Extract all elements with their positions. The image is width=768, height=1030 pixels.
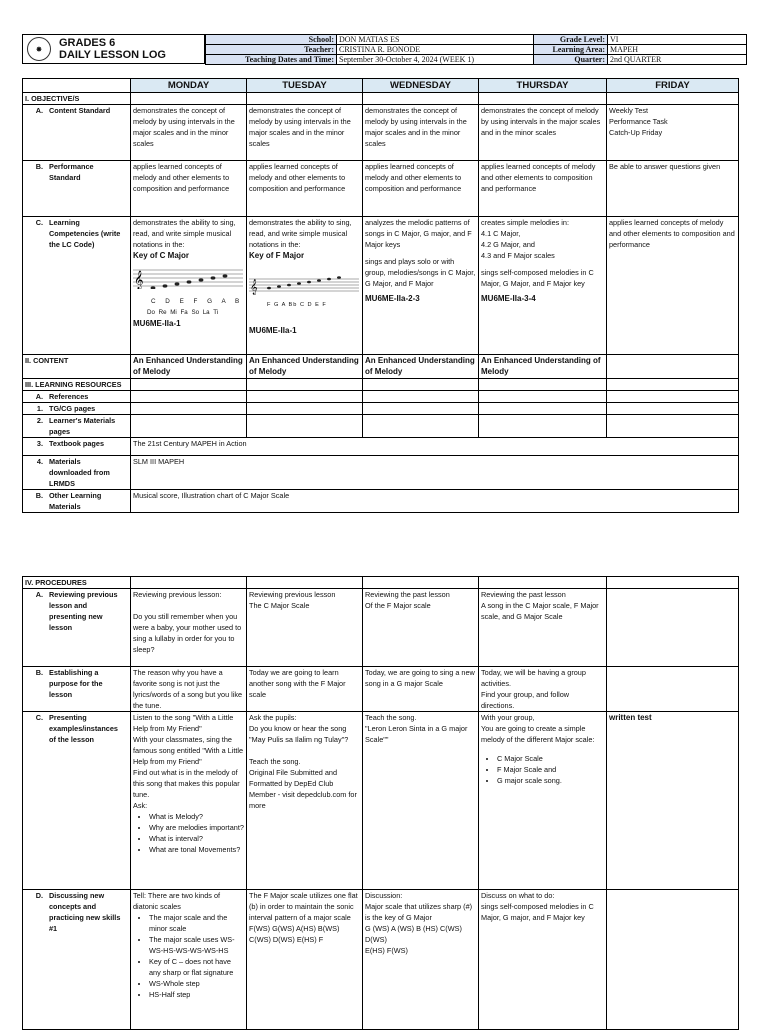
list-item: • The major scale uses WS-WS-HS-WS-WS-WS-HS	[149, 934, 244, 956]
info-table	[205, 34, 747, 65]
header-title-line2: DAILY LESSON LOG	[59, 49, 166, 61]
proc-c-thursday-text: With your group, You are going to create a simple melody of the different Major scale:	[481, 713, 595, 744]
other-materials-value: Musical score, Illustration chart of C Major Scale	[131, 490, 739, 513]
performance-standard-tuesday: applies learned concepts of melody and other elements to composition and performance	[247, 161, 363, 217]
proc-c-monday-text: Listen to the song "With a Little Help from My Friend" With your classmates, sing the famous song entitled "With a Little Help from my Friend" Find out what is in the melody of this song that makes this popular tune. Ask:	[133, 713, 244, 810]
proc-c-label: C. Presenting examples/instances of the lesson	[23, 712, 131, 890]
lesson-table-procedures	[22, 576, 739, 1030]
proc-b-monday: The reason why you have a favorite song is not just the lyrics/words of a song but you like the tune.	[131, 667, 247, 712]
lrmds-materials-value: SLM III MAPEH	[131, 456, 739, 490]
quarter-value: 2nd QUARTER	[608, 55, 747, 65]
competency-thu-text: creates simple melodies in:	[481, 218, 570, 227]
proc-b-tuesday: Today we are going to learn another song with the F Major scale	[247, 667, 363, 712]
proc-c-tuesday: Ask the pupils: Do you know or hear the song "May Pulis sa Ilalim ng Tulay"? Teach the song. Original File Submitted and Formatted by DepEd Club Member - visit depedclub.com for more	[247, 712, 363, 890]
proc-a-tuesday: Reviewing previous lesson The C Major Scale	[247, 589, 363, 667]
c-major-staff-image	[133, 267, 243, 289]
proc-c-thursday	[479, 712, 607, 890]
grade-value: VI	[608, 35, 747, 45]
proc-d-label: D. Discussing new concepts and practicing new skills #1	[23, 890, 131, 1030]
competency-tue-text: demonstrates the ability to sing, read, and write simple musical notations in the:	[249, 218, 352, 249]
competency-thu-text2: sings self-composed melodies in C Major, G Major, and F Major key	[481, 268, 594, 288]
proc-b-wednesday: Today, we are going to sing a new song in a G major Scale	[363, 667, 479, 712]
resources-heading: III. LEARNING RESOURCES	[23, 379, 131, 391]
list-item: • What is interval?	[149, 833, 244, 844]
content-standard-thursday: demonstrates the concept of melody by using intervals in the major scales and in the minor scales	[479, 105, 607, 161]
competencies-friday: applies learned concepts of melody and other elements to composition and performance	[607, 217, 739, 355]
proc-d-monday-list	[133, 912, 244, 1000]
proc-a-thursday: Reviewing the past lesson A song in the C Major scale, F Major scale, and G Major Scale	[479, 589, 607, 667]
content-standard-wednesday: demonstrates the concept of melody by using intervals in the major scales and in the minor scales	[363, 105, 479, 161]
c-major-solfa: Do Re Mi Fa So La Ti	[147, 309, 219, 316]
objectives-heading: I. OBJECTIVE/S	[23, 93, 131, 105]
deped-seal-icon: ✸	[27, 37, 51, 61]
proc-c-thursday-list	[481, 753, 604, 786]
c-major-note-names: C D E F G A B	[151, 298, 244, 305]
references-label: A. References	[23, 391, 131, 403]
proc-c-wednesday: Teach the song. "Leron Leron Sinta in a G major Scale""	[363, 712, 479, 890]
quarter-label: Quarter:	[534, 55, 608, 65]
area-label: Learning Area:	[534, 45, 608, 55]
day-tuesday: TUESDAY	[247, 79, 363, 93]
svg-text:𝄞: 𝄞	[250, 280, 258, 295]
learner-materials-label: 2. Learner's Materials pages	[23, 415, 131, 438]
tg-pages-label: 1. TG/CG pages	[23, 403, 131, 415]
list-item: • G major scale song.	[497, 775, 604, 786]
proc-d-thursday: Discuss on what to do: sings self-composed melodies in C Major, G major, and F Major key	[479, 890, 607, 1030]
competencies-wednesday	[363, 217, 479, 355]
list-item: • Key of C – does not have any sharp or flat signature	[149, 956, 244, 978]
performance-standard-label: B. Performance Standard	[23, 161, 131, 217]
teacher-label: Teacher:	[206, 45, 337, 55]
header-title-line1: GRADES 6	[59, 37, 116, 49]
competency-thu-item: 4.3 and F Major scales	[481, 251, 555, 260]
key-of-c-major-heading: Key of C Major	[133, 251, 190, 260]
lesson-table-top	[22, 78, 739, 513]
content-monday: An Enhanced Understanding of Melody	[131, 355, 247, 379]
list-item: • WS-Whole step	[149, 978, 244, 989]
school-label: School:	[206, 35, 337, 45]
teacher-value: CRISTINA R. BONODE	[337, 45, 534, 55]
proc-a-wednesday: Reviewing the past lesson Of the F Major scale	[363, 589, 479, 667]
header-title	[59, 37, 166, 61]
proc-a-label: A. Reviewing previous lesson and presenting new lesson	[23, 589, 131, 667]
proc-d-wednesday: Discussion: Major scale that utilizes sharp (#) is the key of G Major G (WS) A (WS) B (HS) C(WS) D(WS) E(HS) F(WS)	[363, 890, 479, 1030]
content-wednesday: An Enhanced Understanding of Melody	[363, 355, 479, 379]
list-item: • HS-Half step	[149, 989, 244, 1000]
area-value: MAPEH	[608, 45, 747, 55]
proc-d-tuesday: The F Major scale utilizes one flat (b) in order to maintain the sonic interval pattern of a major scale F(WS) G(WS) A(HS) B(WS) C(WS) D(WS) E(HS) F	[247, 890, 363, 1030]
content-standard-label: A. Content Standard	[23, 105, 131, 161]
competencies-tuesday	[247, 217, 363, 355]
grade-label: Grade Level:	[534, 35, 608, 45]
competencies-thursday	[479, 217, 607, 355]
competency-code-tuesday: MU6ME-IIa-1	[249, 326, 297, 335]
competencies-monday	[131, 217, 247, 355]
proc-b-label: B. Establishing a purpose for the lesson	[23, 667, 131, 712]
list-item: • C Major Scale	[497, 753, 604, 764]
competency-wed-text1: analyzes the melodic patterns of songs in C Major, G major, and F Major keys	[365, 218, 472, 249]
content-standard-friday: Weekly Test Performance Task Catch-Up Friday	[607, 105, 739, 161]
proc-a-monday: Reviewing previous lesson: Do you still remember when you were a baby, your mother used to sing a lullaby in order for you to sleep?	[131, 589, 247, 667]
performance-standard-wednesday: applies learned concepts of melody and other elements to composition and performance	[363, 161, 479, 217]
performance-standard-monday: applies learned concepts of melody and other elements to composition and performance	[131, 161, 247, 217]
list-item: • F Major Scale and	[497, 764, 604, 775]
corner-cell	[23, 79, 131, 93]
list-item: • What are tonal Movements?	[149, 844, 244, 855]
competency-mon-text: demonstrates the ability to sing, read, and write simple musical notations in the:	[133, 218, 236, 249]
proc-c-friday: written test	[607, 712, 739, 890]
school-value: DON MATIAS ES	[337, 35, 534, 45]
f-major-staff-image	[249, 275, 359, 297]
proc-b-thursday: Today, we will be having a group activities. Find your group, and follow directions.	[479, 667, 607, 712]
competency-code-thursday: MU6ME-IIa-3-4	[481, 294, 536, 303]
performance-standard-friday: Be able to answer questions given	[607, 161, 739, 217]
day-wednesday: WEDNESDAY	[363, 79, 479, 93]
competency-code-wednesday: MU6ME-IIa-2-3	[365, 294, 420, 303]
content-standard-tuesday: demonstrates the concept of melody by using intervals in the major scales and in the minor scales	[247, 105, 363, 161]
competency-thu-item: 4.2 G Major, and	[481, 240, 535, 249]
textbook-pages-value: The 21st Century MAPEH in Action	[131, 438, 739, 456]
textbook-pages-label: 3. Textbook pages	[23, 438, 131, 456]
content-heading: II. CONTENT	[23, 355, 131, 379]
list-item: • The major scale and the minor scale	[149, 912, 244, 934]
competency-code-monday: MU6ME-IIa-1	[133, 319, 181, 328]
day-monday: MONDAY	[131, 79, 247, 93]
day-thursday: THURSDAY	[479, 79, 607, 93]
lrmds-materials-label: 4. Materials downloaded from LRMDS	[23, 456, 131, 490]
content-thursday: An Enhanced Understanding of Melody	[479, 355, 607, 379]
svg-text:𝄞: 𝄞	[134, 270, 144, 289]
header-box	[22, 34, 205, 64]
content-standard-monday: demonstrates the concept of melody by using intervals in the major scales and in the minor scales	[131, 105, 247, 161]
dates-label: Teaching Dates and Time:	[206, 55, 337, 65]
day-friday: FRIDAY	[607, 79, 739, 93]
other-materials-label: B. Other Learning Materials	[23, 490, 131, 513]
proc-d-monday-text: Tell: There are two kinds of diatonic scales	[133, 891, 221, 911]
competencies-label: C. Learning Competencies (write the LC Code)	[23, 217, 131, 355]
key-of-f-major-heading: Key of F Major	[249, 251, 305, 260]
procedures-heading: IV. PROCEDURES	[23, 577, 131, 589]
list-item: • Why are melodies important?	[149, 822, 244, 833]
list-item: • What is Melody?	[149, 811, 244, 822]
competency-wed-text2: sings and plays solo or with group, melodies/songs in C Major, G Major, and F Major	[365, 257, 476, 288]
dates-value: September 30-October 4, 2024 (WEEK 1)	[337, 55, 534, 65]
proc-c-monday-list	[133, 811, 244, 855]
content-tuesday: An Enhanced Understanding of Melody	[247, 355, 363, 379]
performance-standard-thursday: applies learned concepts of melody and other elements to composition and performance	[479, 161, 607, 217]
f-major-note-names: F G A Bb C D E F	[267, 302, 327, 308]
proc-c-monday	[131, 712, 247, 890]
proc-d-monday	[131, 890, 247, 1030]
competency-thu-item: 4.1 C Major,	[481, 229, 521, 238]
